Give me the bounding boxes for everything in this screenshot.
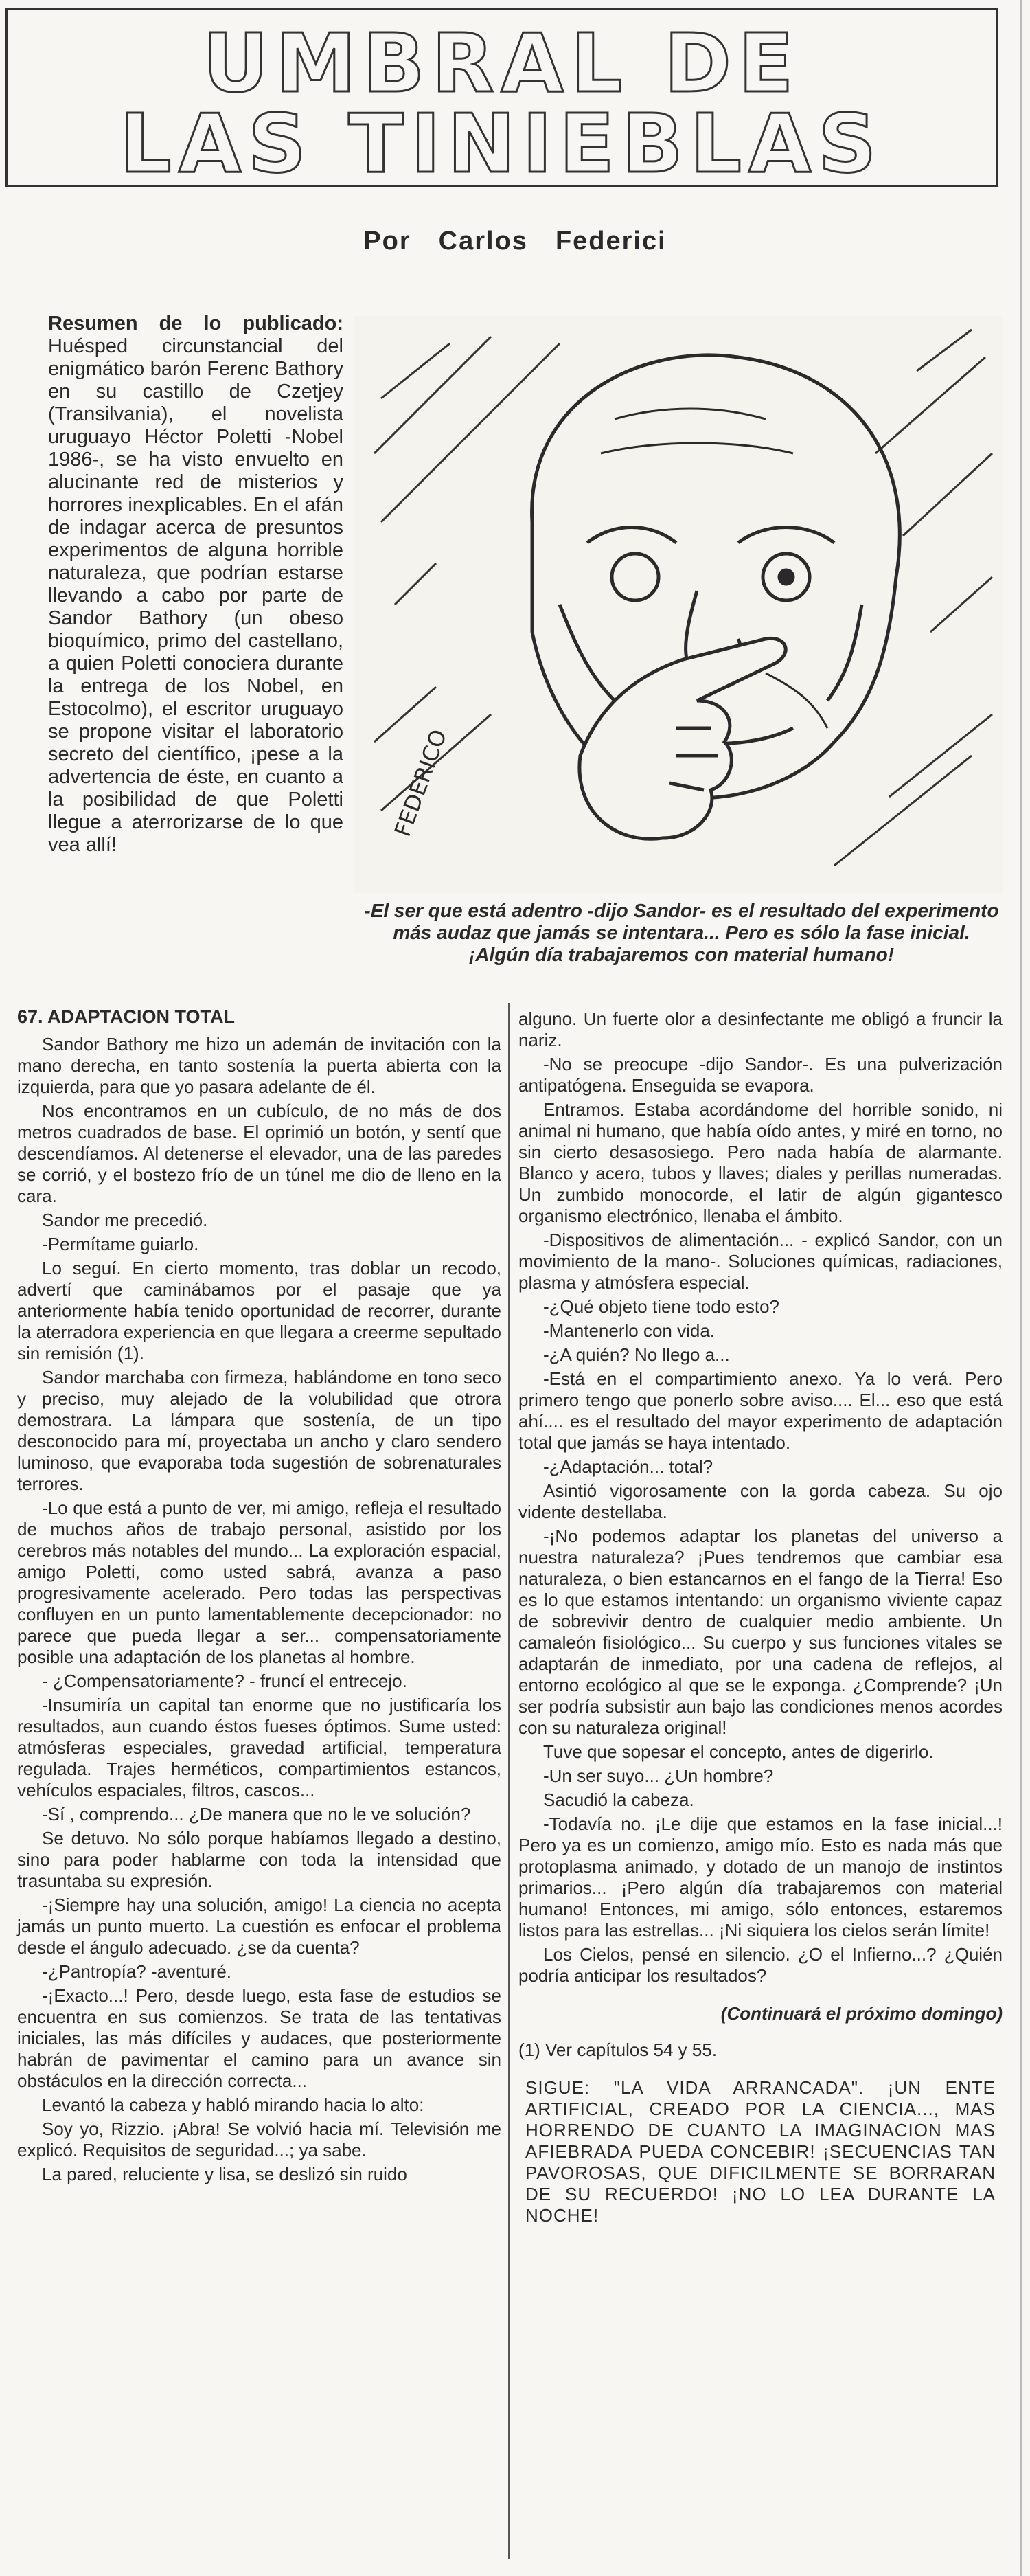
paragraph: -¿Pantropía? -aventuré. (42, 1961, 232, 1982)
paragraph: -No se preocupe -dijo Sandor-. Es una pulverización antipatógena. Enseguida se evapora. (518, 1054, 1003, 1096)
paragraph: -¿A quién? No llego a... (543, 1344, 730, 1365)
byline-prefix: Por (363, 227, 411, 256)
paragraph: -Mantenerlo con vida. (543, 1320, 716, 1341)
right-column (518, 1008, 1003, 2226)
paragraph: Se detuvo. No sólo porque habíamos llegado a destino, sino para poder hablarme con toda la intensidad que trasuntaba su expresión. (17, 1828, 501, 1891)
left-column (17, 1034, 501, 2188)
paragraph: Tuve que sopesar el concepto, antes de digerirlo. (543, 1741, 934, 1762)
paragraph: Sandor me precedió. (42, 1210, 208, 1230)
paragraph: alguno. Un fuerte olor a desinfectante me obligó a fruncir la nariz. (518, 1008, 1003, 1050)
next-chapter-teaser: SIGUE: "LA VIDA ARRANCADA". ¡UN ENTE ARTIFICIAL, CREADO POR LA CIENCIA..., MAS HORRENDO DE CUANTO LA IMAGINACION MAS AFIEBRADA PUEDA CONCEBIR! ¡SECUENCIAS TAN PAVOROSAS, QUE DIFICILMENTE SE BORRARAN DE SU RECUERDO! ¡NO LO LEA DURANTE LA NOCHE! (525, 2077, 996, 2226)
paragraph: Sandor marchaba con firmeza, hablándome en tono seco y preciso, muy alejado de la volubilidad que otrora demostrara. La lámpara que sostenía, de un tipo desconocido para mí, proyectaba un ancho y claro sendero luminoso, que evaporaba toda sugestión de sobrenaturales terrores. (17, 1367, 501, 1494)
paragraph: Sandor Bathory me hizo un ademán de invitación con la mano derecha, en tanto sostenía la puerta abierta con la izquierda, para que yo pasara adelante de él. (17, 1034, 501, 1097)
paragraph: Entramos. Estaba acordándome del horrible sonido, ni animal ni humano, que había oído antes, y miré en torno, no sin cierto desasosiego. Pero nada había de alarmante. Blanco y acero, tubos y llaves; diales y perillas numeradas. Un zumbido monocorde, el latir de algún gigantesco organismo electrónico, llenaba el ámbito. (518, 1099, 1003, 1226)
paragraph: -Está en el compartimiento anexo. Ya lo verá. Pero primero tengo que ponerlo sobre aviso.... El... eso que está ahí.... es el resultado del mayor experimento de adaptación total que jamás se haya intentado. (518, 1368, 1003, 1453)
paragraph: Nos encontramos en un cubículo, de no más de dos metros cuadrados de base. El oprimió un botón, y sentí que descendíamos. Al detenerse el elevador, una de las paredes se corrió, y el bostezo frío de un túnel me dio de lleno en la cara. (17, 1100, 501, 1206)
paragraph: -¡Siempre hay una solución, amigo! La ciencia no acepta jamás un punto muerto. La cuestión es enfocar el problema desde el ángulo adecuado. ¿se da cuenta? (17, 1895, 501, 1958)
paragraph: Levantó la cabeza y habló mirando hacia lo alto: (42, 2094, 424, 2115)
title-line-2: LAS TINIEBLAS (119, 96, 884, 191)
paragraph: -Permítame guiarlo. (42, 1234, 199, 1254)
paragraph: -¿Qué objeto tiene todo esto? (543, 1296, 780, 1317)
byline (0, 227, 1030, 256)
continued-notice: (Continuará el próximo domingo) (720, 2003, 1003, 2024)
paragraph: - ¿Compensatoriamente? - fruncí el entrecejo. (42, 1671, 407, 1691)
paragraph: -¡Exacto...! Pero, desde luego, esta fase de estudios se encuentra en sus comienzos. Se trata de las tentativas iniciales, las más difíciles y audaces, que posteriormente habrán de pavimentar el camino para un avance sin obstáculos en la dirección correcta... (17, 1985, 501, 2091)
paragraph: Sacudió la cabeza. (543, 1789, 694, 1810)
paragraph: -Un ser suyo... ¿Un hombre? (543, 1765, 774, 1786)
artist-signature: FEDERICO (389, 725, 453, 840)
paragraph: La pared, reluciente y lisa, se deslizó sin ruido (42, 2164, 407, 2184)
paragraph: -Insumiría un capital tan enorme que no justificaría los resultados, aun cuando éstos fueses óptimos. Sume usted: atmósferas especiales, gravedad artificial, temperatura regulada. Trajes herméticos, compartimientos estancos, vehículos espaciales, filtros, cascos... (17, 1695, 501, 1800)
title-box (5, 8, 998, 191)
summary-lead: Resumen de lo publicado: (48, 313, 343, 335)
story-summary (48, 313, 343, 857)
illustration-caption: -El ser que está adentro -dijo Sandor- es el resultado del experimento más audaz que jamás se intentara... Pero es sólo la fase inicial. ¡Algún día trabajaremos con material humano! (364, 900, 999, 965)
paragraph: Asintió vigorosamente con la gorda cabeza. Su ojo vidente destellaba. (518, 1480, 1003, 1522)
title-line-1: UMBRAL DE (203, 16, 801, 111)
paragraph: -¿Adaptación... total? (543, 1456, 713, 1477)
paragraph: -Sí , comprendo... ¿De manera que no le ve solución? (42, 1804, 471, 1824)
paragraph: Soy yo, Rizzio. ¡Abra! Se volvió hacia mí. Televisión me explicó. Requisitos de seguridad...; ya sabe. (17, 2119, 501, 2160)
man-portrait-illustration (354, 316, 1003, 893)
page-edge (1020, 0, 1022, 2576)
paragraph: -¡No podemos adaptar los planetas del universo a nuestra naturaleza? ¡Pues tendremos que cambiar esa naturaleza, o bien estancarnos en el fango de la Tierra! Eso es lo que estamos intentando: un organismo viviente capaz de sobrevivir dentro de cualquier medio ambiente. Un camaleón fisiológico... Su cuerpo y sus funciones vitales se adaptarán de inmediato, por una cadena de reflejos, al entorno ecológico al que se le exponga. ¿Comprende? ¡Un ser podría subsistir aun bajo las condiciones menos acordes con su naturaleza original! (518, 1526, 1003, 1738)
author-first-name: Carlos (438, 227, 528, 256)
column-divider (508, 1003, 510, 2559)
author-last-name: Federici (555, 227, 667, 256)
paragraph: Lo seguí. En cierto momento, tras doblar un recodo, advertí que caminábamos por el pasaje que ya anteriormente había tenido oportunidad de recorrer, durante la aterradora experiencia en que llegara a creerme sepultado sin remisión (1). (17, 1258, 501, 1364)
chapter-title: 67. ADAPTACION TOTAL (17, 1006, 236, 1027)
paragraph: Los Cielos, pensé en silencio. ¿O el Infierno...? ¿Quién podría anticipar los resultados? (518, 1944, 1003, 1986)
footnote: (1) Ver capítulos 54 y 55. (518, 2040, 718, 2060)
summary-text: Huésped circunstancial del enigmático barón Ferenc Bathory en su castillo de Czetjey (Transilvania), el novelista uruguayo Héctor Poletti -Nobel 1986-, se ha visto envuelto en alucinante red de misterios y horrores inexplicables. En el afán de indagar acerca de presuntos experimentos de alguna horrible naturaleza, que podrían estarse llevando a cabo por parte de Sandor Bathory (un obeso bioquímico, primo del castellano, a quien Poletti conociera durante la entrega de los Nobel, en Estocolmo), el escritor uruguayo se propone visitar el laboratorio secreto del científico, ¡pese a la advertencia de éste, en cuanto a la posibilidad de que Poletti llegue a aterrorizarse de lo que vea allí! (48, 335, 343, 856)
paragraph: -Lo que está a punto de ver, mi amigo, refleja el resultado de muchos años de trabajo personal, asistido por los cerebros más notables del mundo... La exploración espacial, amigo Poletti, como usted sabrá, avanza a paso progresivamente acelerado. Pero todas las perspectivas confluyen en un punto lamentablemente decepcionador: no parece que pueda llegar a ser... compensatoriamente posible una adaptación de los planetas al hombre. (17, 1498, 501, 1667)
paragraph: -Dispositivos de alimentación... - explicó Sandor, con un movimiento de la mano-. Soluciones químicas, radiaciones, plasma y atmósfera especial. (518, 1230, 1003, 1293)
paragraph: -Todavía no. ¡Le dije que estamos en la fase inicial...! Pero ya es un comienzo, amigo mío. Esto es nada más que protoplasma animado, y dotado de un manojo de instintos primarios... ¡Pero algún día trabajaremos con material humano! Entonces, mi amigo, sólo entonces, estaremos listos para las estrellas... ¡Ni siquiera los cielos serán límite! (518, 1814, 1003, 1941)
